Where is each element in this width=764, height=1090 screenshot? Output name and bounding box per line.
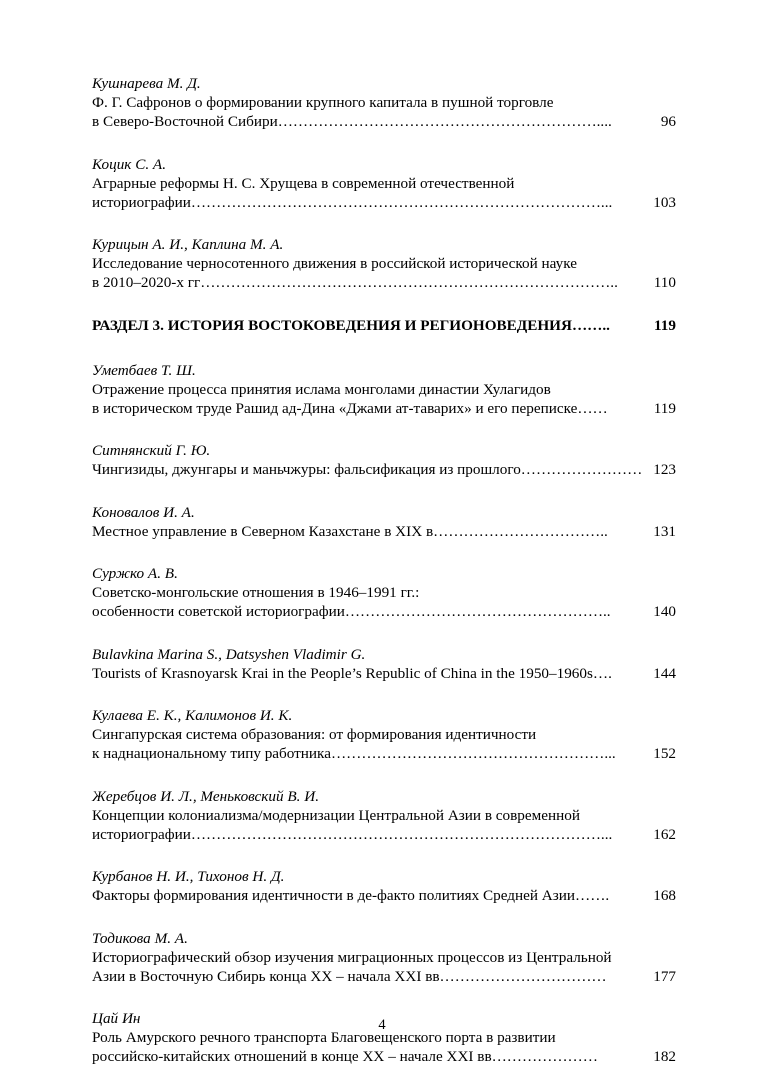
toc-entry-line (92, 112, 676, 131)
toc-entry-title: Исследование черносотенного движения в российской исторической науке (92, 255, 577, 272)
toc-section-heading (92, 316, 676, 335)
toc-entry-page-number: 131 (653, 522, 676, 540)
toc-entry-author: Кулаева Е. К., Калимонов И. К. (92, 707, 293, 724)
toc-entry-title: Азии в Восточную Сибирь конца ХХ – начала ХХI вв…………………………… (92, 967, 607, 985)
toc-entry-title: Ф. Г. Сафронов о формировании крупного капитала в пушной торговле (92, 94, 554, 111)
toc-entry (92, 235, 676, 292)
toc-entry-line (92, 316, 676, 335)
toc-entry-page-number: 177 (653, 967, 676, 985)
toc-entry-author: Курбанов Н. И., Тихонов Н. Д. (92, 868, 285, 885)
toc-entry-title: Роль Амурского речного транспорта Благовещенского порта в развитии (92, 1029, 556, 1046)
toc-entry-line (92, 380, 676, 399)
toc-entry-page-number: 152 (653, 745, 676, 762)
toc-entry-title: Советско-монгольские отношения в 1946–1991 гг.: (92, 584, 420, 601)
toc-entry-line (92, 602, 676, 621)
toc-entry-line (92, 583, 676, 602)
toc-entry-line (92, 399, 676, 418)
toc-entry (92, 787, 676, 844)
page-number: 4 (378, 1017, 386, 1033)
toc-entry-page-number: 140 (653, 603, 676, 620)
toc-entry-author: Кушнарева М. Д. (92, 75, 201, 92)
toc-entry (92, 361, 676, 418)
toc-entry-page-number: 96 (660, 113, 676, 130)
toc-entry-line (92, 825, 676, 844)
toc-entry (92, 503, 676, 541)
toc-entry (92, 564, 676, 621)
toc-entry (92, 929, 676, 986)
toc-entry-author: Курицын А. И., Каплина М. А. (92, 236, 284, 253)
toc-entry (92, 645, 676, 683)
toc-entry-title: Концепции колониализма/модернизации Центральной Азии в современной (92, 806, 580, 824)
toc-entry-line (92, 193, 676, 212)
toc-entry-page-number: 110 (653, 274, 676, 291)
toc-entry-page-number: 182 (653, 1048, 676, 1065)
toc-entry-line (92, 254, 676, 273)
toc-entry-line (92, 948, 676, 967)
toc-entry (92, 706, 676, 763)
toc-entry (92, 867, 676, 905)
toc-entry-page-number: 103 (653, 193, 676, 211)
toc-entry-title: особенности советской историографии…………………………………………….. (92, 603, 611, 620)
toc-entry-title: Отражение процесса принятия ислама монголами династии Хулагидов (92, 380, 551, 398)
toc-entry (92, 155, 676, 212)
toc-entry-line (92, 806, 676, 825)
toc-entry-title: историографии………………………………………………………………………... (92, 825, 613, 843)
toc-entry-author: Уметбаев Т. Ш. (92, 361, 196, 379)
table-of-contents (92, 74, 676, 1090)
toc-entry-title: в историческом труде Рашид ад-Дина «Джами ат-таварих» и его переписке…… (92, 399, 608, 417)
toc-entry-page-number: 144 (653, 664, 676, 682)
toc-entry-title: в Северо-Восточной Сибири……………………………………………………….... (92, 113, 612, 130)
toc-entry-line (92, 664, 676, 683)
toc-entry-author: Bulavkina Marina S., Datsyshen Vladimir G. (92, 645, 366, 663)
toc-entry-line (92, 967, 676, 986)
toc-entry-line (92, 522, 676, 541)
toc-entry-line (92, 1047, 676, 1066)
toc-entry-line (92, 886, 676, 905)
toc-entry-page-number: 119 (653, 399, 676, 417)
toc-entry-title: Аграрные реформы Н. С. Хрущева в современной отечественной (92, 174, 515, 192)
toc-entry-title: РАЗДЕЛ 3. ИСТОРИЯ ВОСТОКОВЕДЕНИЯ И РЕГИОНОВЕДЕНИЯ…….. (92, 316, 610, 334)
toc-entry-title: в 2010–2020-х гг……………………………………………………………………….. (92, 274, 618, 291)
toc-entry-author: Тодикова М. А. (92, 929, 188, 947)
toc-entry-author: Жеребцов И. Л., Меньковский В. И. (92, 787, 320, 805)
toc-entry-author: Цай Ин (92, 1010, 141, 1027)
toc-entry-title: к наднациональному типу работника………………………………………………... (92, 745, 616, 762)
toc-entry-title: историографии………………………………………………………………………... (92, 193, 613, 211)
toc-entry-line (92, 174, 676, 193)
toc-entry-author: Суржко А. В. (92, 565, 178, 582)
toc-entry-line (92, 744, 676, 763)
toc-entry (92, 74, 676, 131)
toc-entry-line (92, 460, 676, 479)
toc-entry-author: Коновалов И. А. (92, 503, 195, 521)
toc-entry-page-number: 162 (653, 825, 676, 843)
toc-entry-title: российско-китайских отношений в конце XX – начале XXI вв………………… (92, 1048, 598, 1065)
toc-entry-page-number: 119 (654, 316, 676, 334)
toc-entry-title: Местное управление в Северном Казахстане в XIX в…………………………….. (92, 522, 608, 540)
toc-entry (92, 441, 676, 479)
toc-entry-author: Коцик С. А. (92, 155, 166, 173)
toc-entry-title: Историографический обзор изучения миграционных процессов из Центральной (92, 948, 612, 966)
toc-entry-line (92, 273, 676, 292)
toc-entry-line (92, 725, 676, 744)
toc-entry-line (92, 93, 676, 112)
toc-entry-title: Tourists of Krasnoyarsk Krai in the People’s Republic of China in the 1950–1960s…. (92, 664, 612, 682)
toc-entry-title: Чингизиды, джунгары и маньчжуры: фальсификация из прошлого…………………… (92, 461, 643, 478)
toc-entry-title: Факторы формирования идентичности в де-факто политиях Средней Азии……. (92, 887, 610, 904)
toc-entry-page-number: 123 (653, 461, 676, 478)
toc-entry-author: Ситнянский Г. Ю. (92, 442, 211, 459)
toc-entry-page-number: 168 (653, 887, 676, 904)
toc-entry-title: Сингапурская система образования: от формирования идентичности (92, 726, 537, 743)
